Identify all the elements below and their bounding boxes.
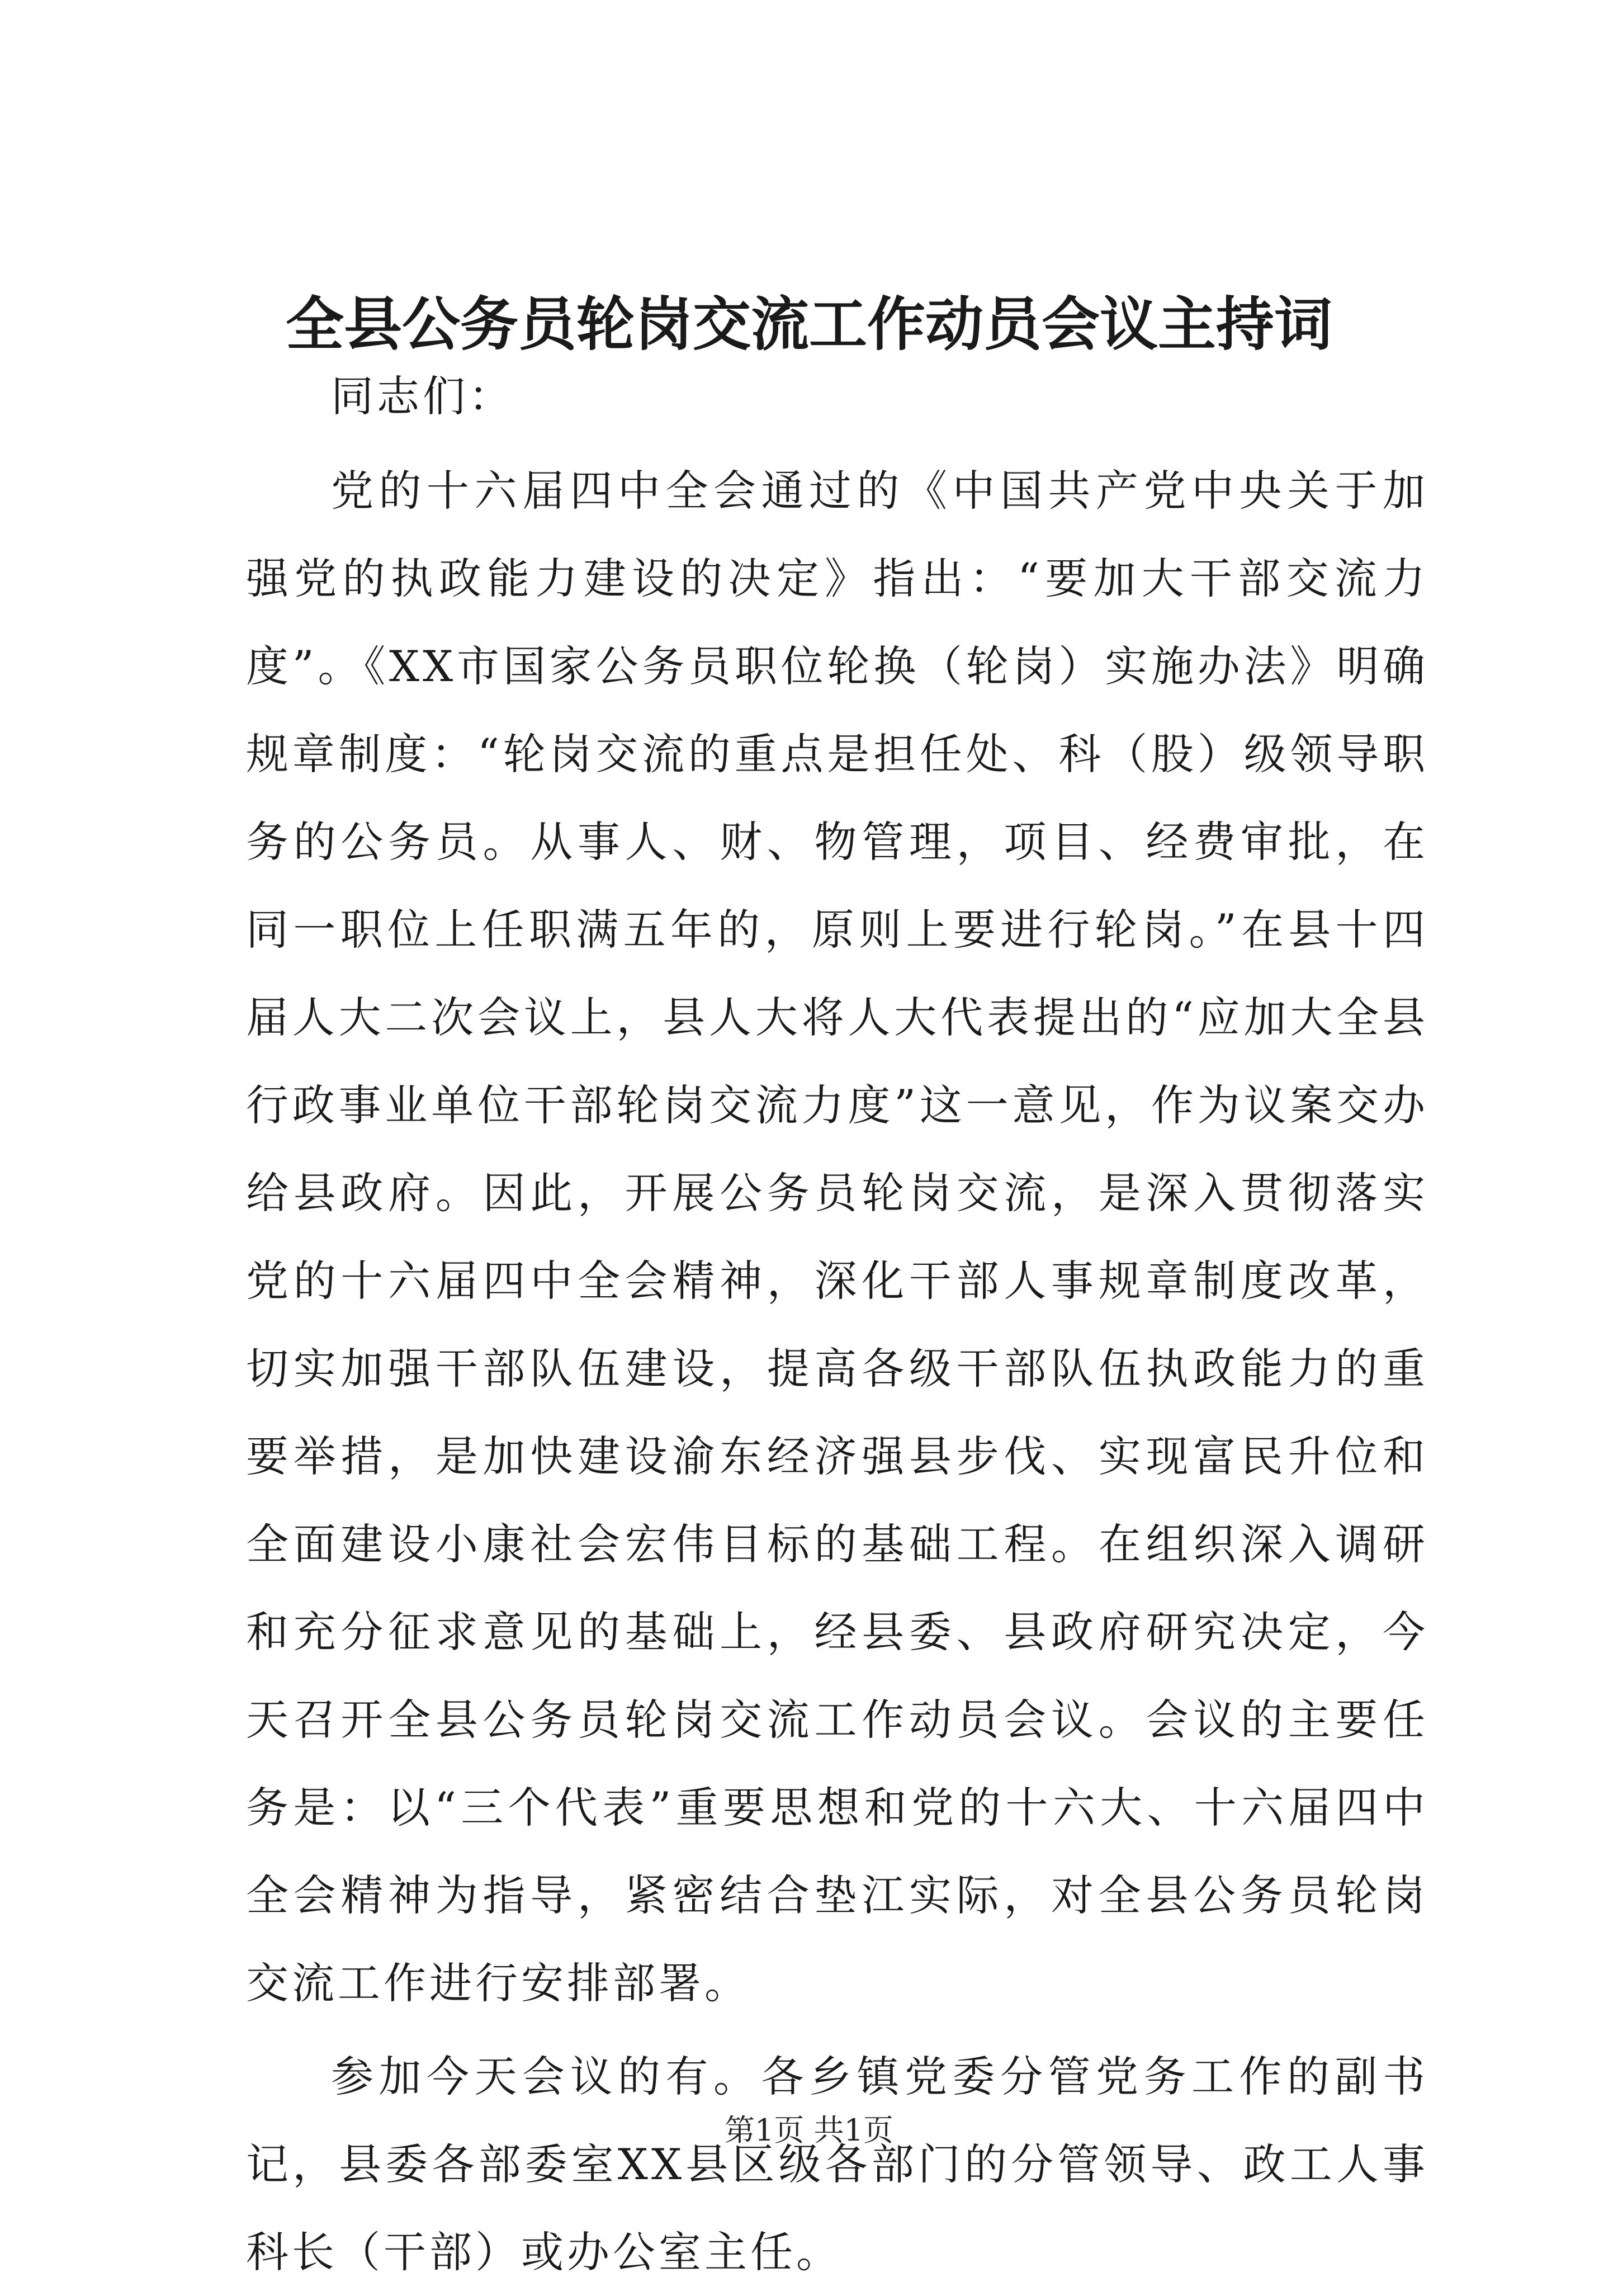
greeting: 同志们：	[331, 371, 514, 421]
document-body	[246, 352, 1428, 2296]
page-number-footer: 第1页 共1页	[725, 2113, 893, 2148]
document-title: 全县公务员轮岗交流工作动员会议主持词	[285, 290, 1332, 358]
paragraph: 党的十六届四中全会通过的《中国共产党中央关于加强党的执政能力建设的决定》指出：“要加大干部交流力度”。《XX市国家公务员职位轮换（轮岗）实施办法》明确规章制度：“轮岗交流的重点是担任处、科（股）级领导职务的公务员。从事人、财、物管理，项目、经费审批，在同一职位上任职满五年的，原则上要进行轮岗。”在县十四届人大二次会议上，县人大将人大代表提出的“应加大全县行政事业单位干部轮岗交流力度”这一意见，作为议案交办给县政府。因此，开展公务员轮岗交流，是深入贯彻落实党的十六届四中全会精神，深化干部人事规章制度改革，切实加强干部队伍建设，提高各级干部队伍执政能力的重要举措，是加快建设渝东经济强县步伐、实现富民升位和全面建设小康社会宏伟目标的基础工程。在组织深入调研和充分征求意见的基础上，经县委、县政府研究决定，今天召开全县公务员轮岗交流工作动员会议。会议的主要任务是：以“三个代表”重要思想和党的十六大、十六届四中全会精神为指导，紧密结合垫江实际，对全县公务员轮岗交流工作进行安排部署。	[246, 466, 1428, 2008]
paragraph: 参加今天会议的有。各乡镇党委分管党务工作的副书记，县委各部委室XX县区级各部门的分管领导、政工人事科长（干部）或办公室主任。	[246, 2052, 1428, 2277]
